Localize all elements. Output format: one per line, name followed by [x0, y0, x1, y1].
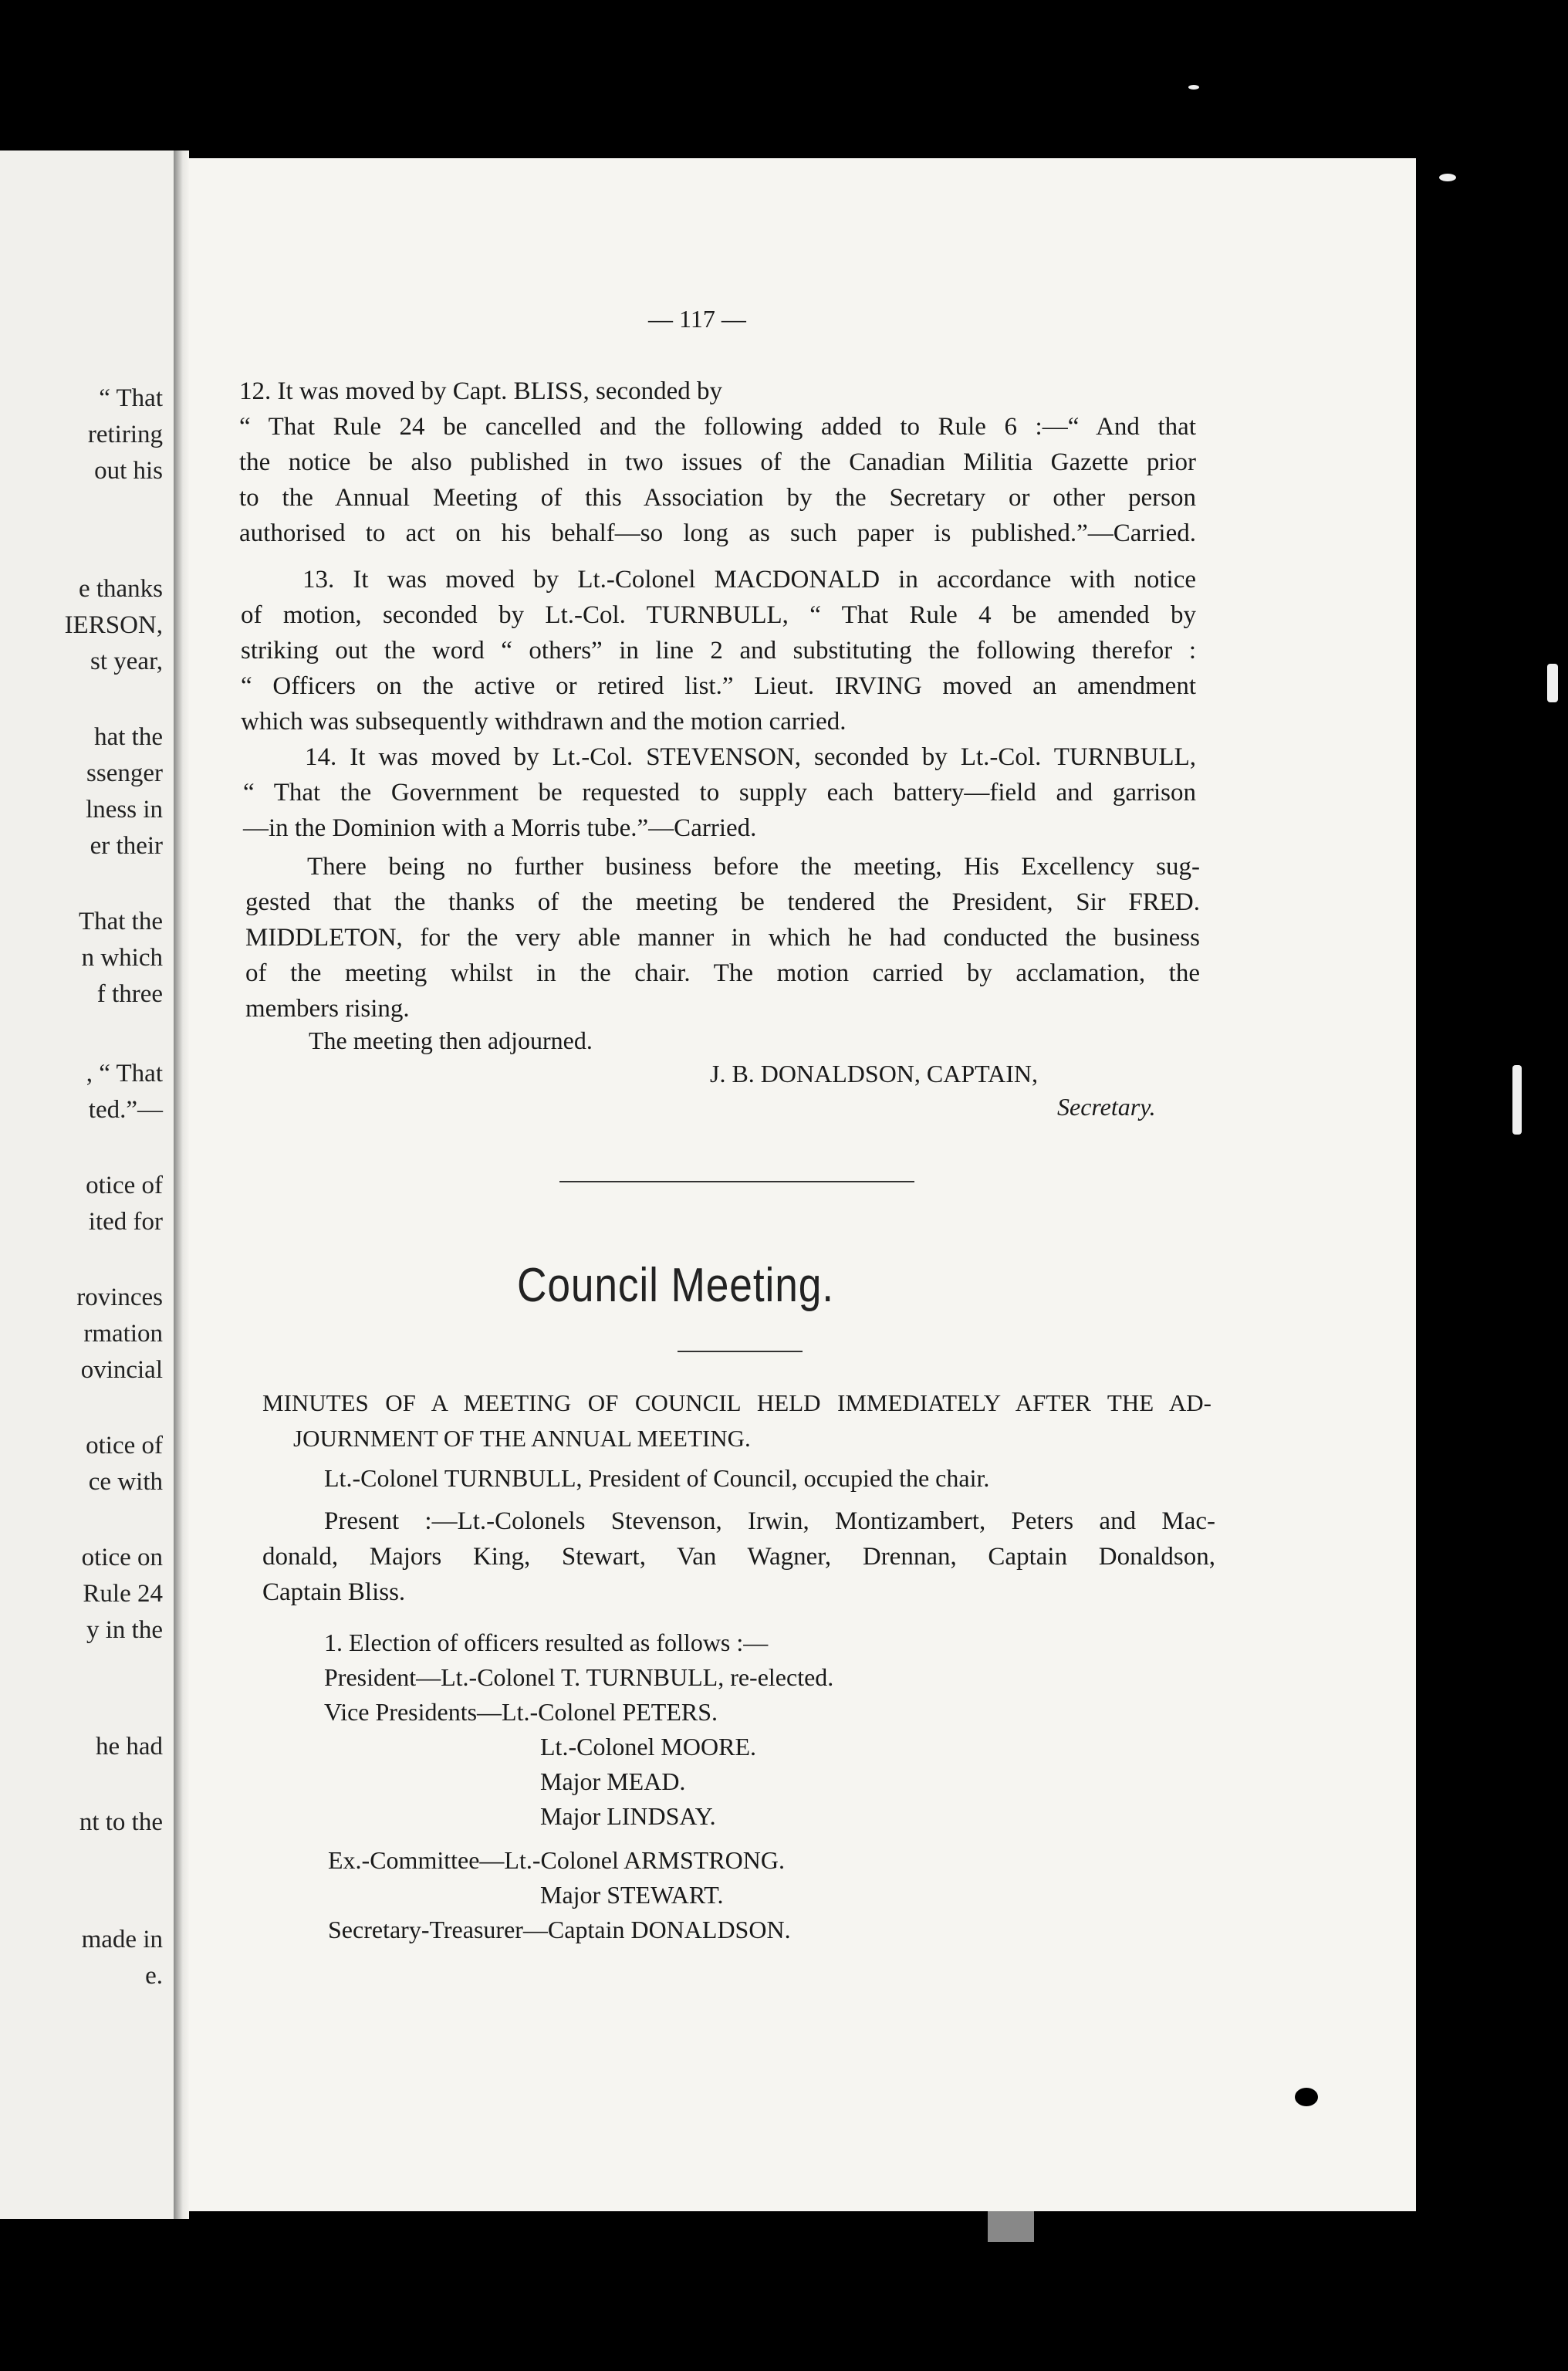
left-page-fragment: e thanks	[78, 575, 163, 603]
vice-president-entry: Major MEAD.	[540, 1767, 686, 1795]
left-page-fragment: rmation	[83, 1320, 163, 1348]
left-page-fragment: ce with	[88, 1468, 163, 1496]
left-page-fragment: rovinces	[76, 1284, 163, 1311]
left-page-fragment: ssenger	[86, 759, 163, 787]
page-edge-shadow	[988, 2207, 1034, 2242]
vice-presidents-line: Vice Presidents—Lt.-Colonel PETERS.	[324, 1698, 718, 1726]
left-facing-page	[0, 151, 174, 2219]
ex-committee-entry: Major STEWART.	[540, 1881, 724, 1909]
section-divider	[559, 1181, 914, 1182]
text-line: members rising.	[245, 995, 410, 1023]
vice-president-entry: Major LINDSAY.	[540, 1802, 716, 1830]
text-line: which was subsequently withdrawn and the motion carried.	[241, 708, 847, 736]
council-heading	[262, 1385, 1211, 1456]
signature-title: Secretary.	[1057, 1093, 1156, 1121]
left-page-fragment: y in the	[86, 1616, 163, 1644]
left-page-fragment: er their	[90, 832, 163, 860]
text-line: donald, Majors King, Stewart, Van Wagner, Drennan, Captain Donaldson,	[262, 1543, 1215, 1571]
text-line: MINUTES OF A MEETING OF COUNCIL HELD IMMEDIATELY AFTER THE AD-	[262, 1389, 1211, 1416]
text-line: There being no further business before the meeting, His Excellency sug-	[307, 853, 1200, 881]
text-line: 14. It was moved by Lt.-Col. STEVENSON, seconded by Lt.-Col. TURNBULL,	[305, 743, 1196, 771]
minutes-item-13	[241, 562, 1196, 739]
chair-line: Lt.-Colonel TURNBULL, President of Council, occupied the chair.	[324, 1464, 990, 1492]
secretary-treasurer-line: Secretary-Treasurer—Captain DONALDSON.	[328, 1916, 791, 1943]
text-line: “ Officers on the active or retired list.” Lieut. IRVING moved an amendment	[241, 672, 1196, 700]
text-line: Present :—Lt.-Colonels Stevenson, Irwin, Montizambert, Peters and Mac-	[324, 1507, 1215, 1535]
signature-name: J. B. DONALDSON, CAPTAIN,	[710, 1060, 1039, 1087]
book-gutter	[174, 151, 189, 2219]
president-line: President—Lt.-Colonel T. TURNBULL, re-elected.	[324, 1663, 834, 1691]
left-page-fragment: nt to the	[79, 1808, 163, 1836]
left-page-fragment: “ That	[99, 384, 163, 412]
left-page-fragment: ited for	[88, 1208, 163, 1236]
text-line: “ That the Government be requested to supply each battery—field and garrison	[243, 779, 1196, 807]
text-line: authorised to act on his behalf—so long as such paper is published.”—Carried.	[239, 519, 1196, 547]
closing-paragraph	[245, 849, 1200, 1027]
left-page-fragment: retiring	[87, 421, 163, 448]
left-page-fragment: otice of	[86, 1172, 163, 1199]
text-line: JOURNMENT OF THE ANNUAL MEETING.	[293, 1425, 751, 1452]
left-page-fragment: n which	[81, 944, 163, 972]
vice-president-entry: Lt.-Colonel MOORE.	[540, 1733, 756, 1760]
left-page-fragment: lness in	[86, 796, 163, 824]
left-page-fragment: Rule 24	[83, 1580, 163, 1608]
left-page-fragment: That the	[78, 908, 163, 935]
left-page-fragment: e.	[145, 1962, 163, 1990]
council-meeting-title: Council Meeting.	[517, 1259, 834, 1312]
left-page-fragment: out his	[94, 457, 163, 485]
left-page-fragment: st year,	[90, 648, 163, 675]
text-line: to the Annual Meeting of this Association by the Secretary or other person	[239, 484, 1196, 512]
left-page-fragment: otice on	[81, 1544, 163, 1571]
minutes-item-12	[239, 374, 1196, 551]
scan-speck	[1439, 174, 1456, 181]
left-page-fragment: made in	[81, 1926, 163, 1953]
text-line: striking out the word “ others” in line 2 and substituting the following therefor :	[241, 637, 1196, 665]
text-line: Captain Bliss.	[262, 1578, 406, 1606]
minutes-item-14	[243, 739, 1196, 846]
ink-blot	[1295, 2088, 1318, 2106]
left-page-fragment: ted.”—	[88, 1096, 163, 1124]
adjourned-line: The meeting then adjourned.	[309, 1027, 593, 1054]
left-page-fragment: , “ That	[86, 1060, 163, 1087]
title-underline	[678, 1351, 803, 1352]
text-line: MIDDLETON, for the very able manner in which he had conducted the business	[245, 924, 1200, 952]
left-page-fragment: f three	[96, 980, 163, 1008]
text-line: 12. It was moved by Capt. BLISS, seconded by	[239, 377, 723, 405]
text-line: —in the Dominion with a Morris tube.”—Carried.	[243, 814, 757, 842]
text-line: 13. It was moved by Lt.-Colonel MACDONALD in accordance with notice	[302, 566, 1196, 594]
scan-speck	[1188, 85, 1199, 90]
scan-speck	[1547, 664, 1558, 702]
election-intro: 1. Election of officers resulted as follows :—	[324, 1629, 769, 1656]
page-number: — 117 —	[648, 305, 746, 333]
left-page-fragment: he had	[95, 1733, 163, 1760]
text-line: of the meeting whilst in the chair. The motion carried by acclamation, the	[245, 959, 1200, 987]
present-paragraph	[262, 1503, 1215, 1610]
text-line: the notice be also published in two issues of the Canadian Militia Gazette prior	[239, 448, 1196, 476]
scan-speck	[1512, 1065, 1522, 1135]
left-page-fragment: IERSON,	[64, 611, 163, 639]
text-line: of motion, seconded by Lt.-Col. TURNBULL, “ That Rule 4 be amended by	[241, 601, 1196, 629]
text-line: gested that the thanks of the meeting be tendered the President, Sir FRED.	[245, 888, 1200, 916]
left-page-fragment: hat the	[94, 723, 163, 751]
left-page-fragment: ovincial	[80, 1356, 163, 1384]
text-line: “ That Rule 24 be cancelled and the following added to Rule 6 :—“ And that	[239, 413, 1196, 441]
left-page-fragment: otice of	[86, 1432, 163, 1459]
ex-committee-line: Ex.-Committee—Lt.-Colonel ARMSTRONG.	[328, 1846, 785, 1874]
